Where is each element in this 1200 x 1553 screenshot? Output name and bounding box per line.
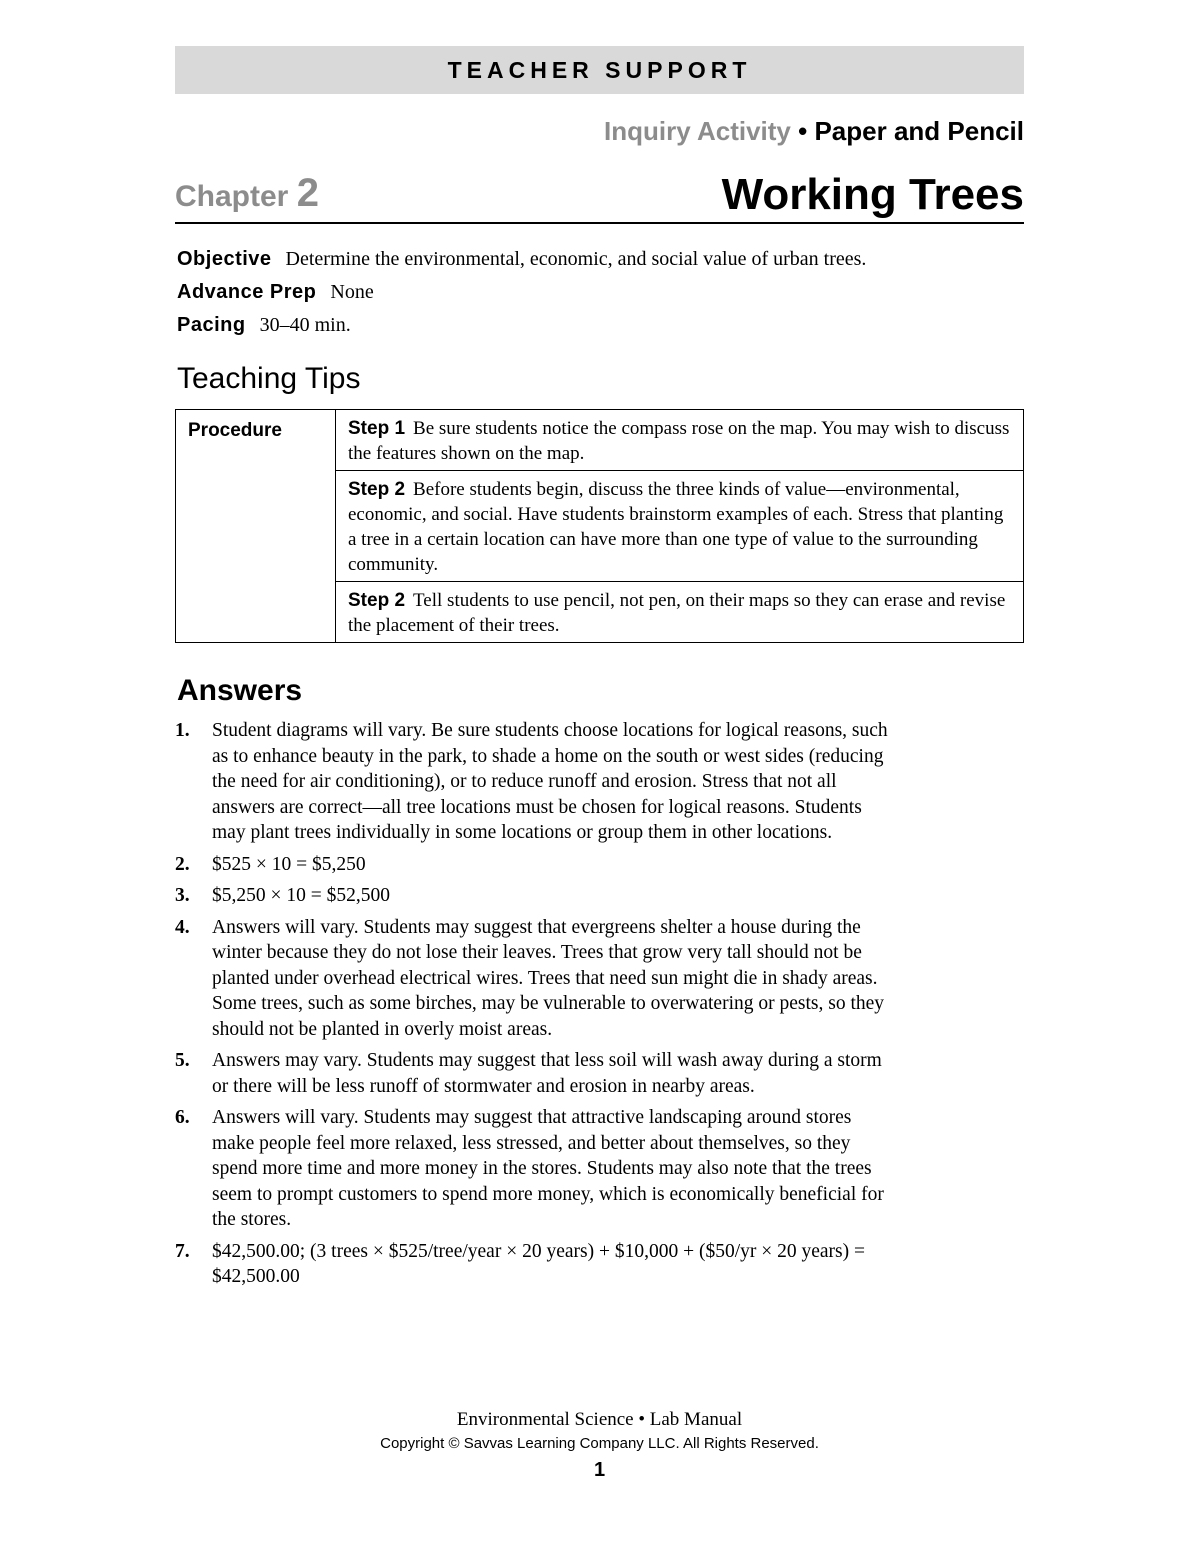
pacing-value: 30–40 min.	[259, 314, 351, 336]
page-title: Working Trees	[721, 170, 1024, 219]
teaching-tips-heading: Teaching Tips	[177, 362, 361, 395]
page	[175, 0, 1024, 1553]
step-text: Before students begin, discuss the three kinds of value—environmental, economic, and social. Have students brainstorm examples of each. Stress that planting a tree in a certain location can have more than one type of value to the surrounding community.	[348, 479, 1004, 575]
activity-mode: Paper and Pencil	[814, 116, 1024, 146]
answer-number: 5.	[175, 1050, 190, 1071]
answer-number: 6.	[175, 1107, 190, 1128]
objective-value: Determine the environmental, economic, and social value of urban trees.	[285, 248, 867, 270]
pacing-line	[177, 314, 351, 337]
answer-number: 3.	[175, 885, 190, 906]
answer-text: $5,250 × 10 = $52,500	[212, 885, 390, 906]
objective-line	[177, 248, 866, 271]
answer-text: Answers will vary. Students may suggest that evergreens shelter a house during the winter because they do not lose their leaves. Trees that grow very tall should not be planted under overhead electrical wires. Trees that need sun might die in shady areas. Some trees, such as some birches, may be vulnerable to overwatering or pests, so they should not be planted in overly moist areas.	[212, 916, 885, 1040]
chapter-title-row	[175, 170, 1024, 224]
list-item	[175, 883, 895, 909]
step-text: Be sure students notice the compass rose on the map. You may wish to discuss the features shown on the map.	[348, 418, 1010, 464]
teacher-support-banner: TEACHER SUPPORT	[175, 46, 1024, 94]
page-number: 1	[593, 1459, 606, 1481]
objective-label: Objective	[177, 248, 272, 270]
footer-book-title: Environmental Science • Lab Manual	[456, 1409, 743, 1430]
answer-number: 2.	[175, 853, 190, 875]
footer-copyright: Copyright © Savvas Learning Company LLC. All Rights Reserved.	[380, 1435, 819, 1452]
step-text: Tell students to use pencil, not pen, on their maps so they can erase and revise the placement of their trees.	[348, 590, 1006, 636]
chapter-word: Chapter	[175, 180, 289, 213]
list-item	[175, 915, 895, 1043]
list-item	[175, 1105, 895, 1233]
step-cell	[336, 582, 1024, 643]
step-cell	[336, 471, 1024, 582]
activity-type: Inquiry Activity	[604, 116, 791, 146]
chapter-number: 2	[296, 171, 319, 215]
procedure-cell: Procedure	[176, 410, 336, 643]
advance-prep-value: None	[330, 281, 374, 303]
table-row	[176, 410, 1024, 471]
answers-heading: Answers	[177, 674, 303, 707]
answer-text: Answers may vary. Students may suggest that less soil will wash away during a storm or there will be less runoff of stormwater and erosion in nearby areas.	[212, 1050, 882, 1097]
list-item	[175, 852, 895, 878]
activity-separator: •	[790, 116, 815, 146]
answer-text: $42,500.00; (3 trees × $525/tree/year × 20 years) + $10,000 + ($50/yr × 20 years) = $42,500.00	[212, 1240, 865, 1287]
answer-text: $525 × 10 = $5,250	[212, 853, 366, 875]
list-item	[175, 1048, 895, 1099]
advance-prep-line	[177, 281, 374, 304]
teaching-tips-table	[175, 409, 1024, 643]
pacing-label: Pacing	[177, 314, 246, 336]
answer-number: 7.	[175, 1240, 190, 1262]
step-label: Step 1	[348, 418, 406, 439]
answer-text: Answers will vary. Students may suggest that attractive landscaping around stores make people feel more relaxed, less stressed, and better about themselves, so they spend more time and more money in the stores. Students may also note that the trees seem to prompt customers to spend more money, which is economically beneficial for the stores.	[212, 1107, 884, 1230]
list-item	[175, 1239, 895, 1290]
activity-type-line	[604, 116, 1024, 147]
answers-list	[175, 718, 895, 1296]
advance-prep-label: Advance Prep	[177, 281, 317, 303]
step-label: Step 2	[348, 479, 406, 500]
step-label: Step 2	[348, 590, 406, 611]
answer-text: Student diagrams will vary. Be sure students choose locations for logical reasons, such as to enhance beauty in the park, to shade a home on the south or west sides (reducing the need for air conditioning), or to reduce runoff and erosion. Stress that not all answers are correct—all tree locations must be chosen for logical reasons. Students may plant trees individually in some locations or group them in other locations.	[212, 720, 888, 843]
step-cell	[336, 410, 1024, 471]
answer-number: 1.	[175, 720, 190, 741]
answer-number: 4.	[175, 916, 190, 938]
list-item	[175, 718, 895, 846]
chapter-label	[175, 171, 319, 216]
